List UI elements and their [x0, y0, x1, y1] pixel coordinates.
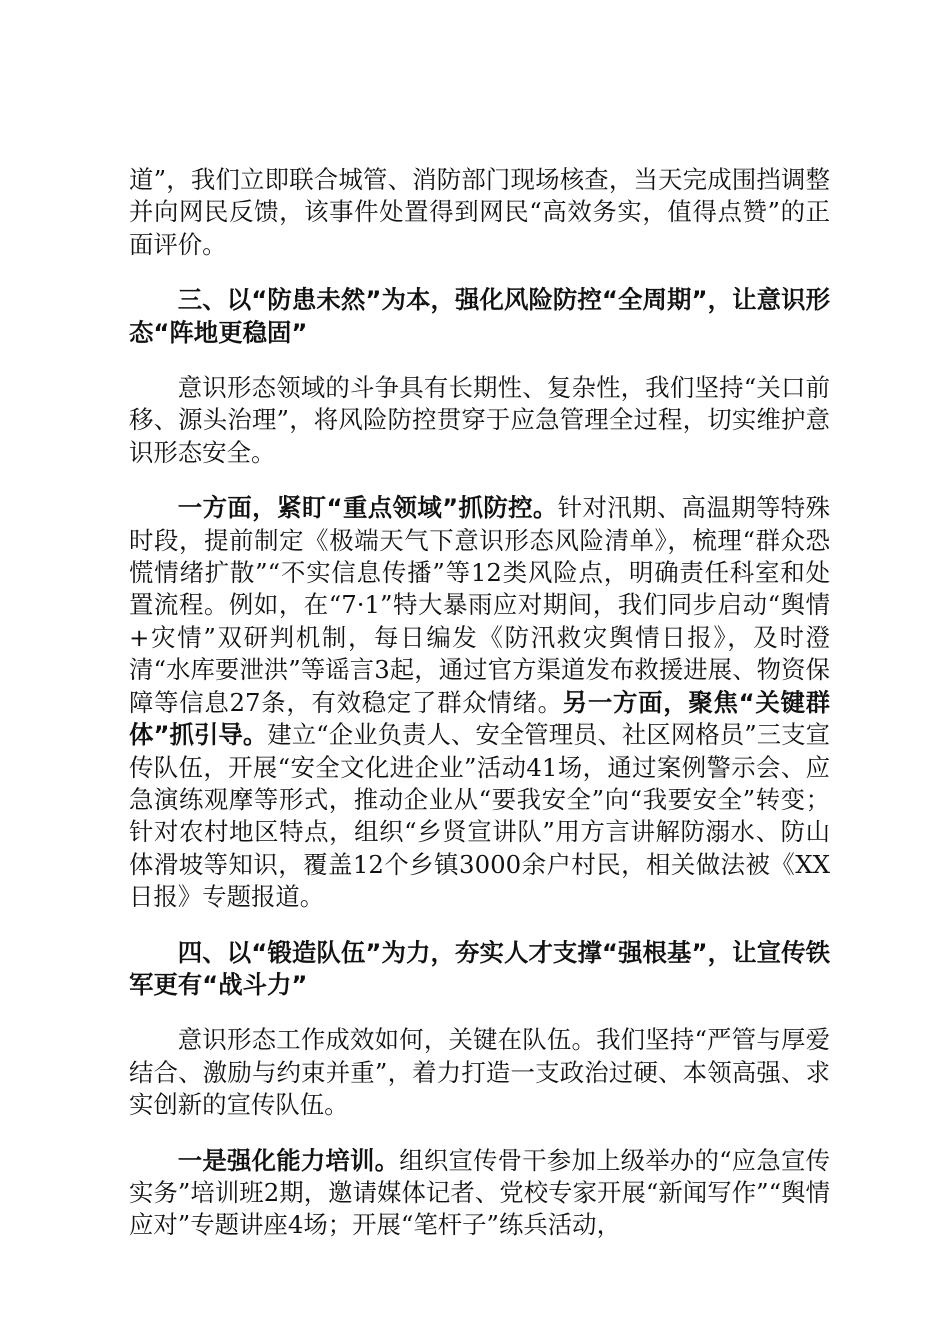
body-text-other-aspect: 建立“企业负责人、安全管理员、社区网格员”三支宣传队伍，开展“安全文化进企业”活动41场，通过案例警示会、应急演练观摩等形式，推动企业从“要我安全”向“我要安全”转变；针对农村地区特点，组织“乡贤宣讲队”用方言讲解防溺水、防山体滑坡等知识，覆盖12个乡镇3000余户村民，相关做法被《XX日报》专题报道。: [129, 720, 830, 912]
section-heading-four: 四、以“锻造队伍”为力，夯实人才支撑“强根基”，让宣传铁军更有“战斗力”: [129, 937, 830, 999]
paragraph-section-four-training: [129, 1145, 830, 1242]
paragraph-continuation: 道”，我们立即联合城管、消防部门现场核查，当天完成围挡调整并向网民反馈，该事件处置得到网民“高效务实，值得点赞”的正面评价。: [129, 165, 830, 259]
lead-phrase-one-aspect: 一方面，紧盯“重点领域”抓防控。: [177, 493, 558, 523]
paragraph-section-four-intro: 意识形态工作成效如何，关键在队伍。我们坚持“严管与厚爱结合、激励与约束并重”，着力打造一支政治过硬、本领高强、求实创新的宣传队伍。: [129, 1025, 830, 1120]
section-heading-three: 三、以“防患未然”为本，强化风险防控“全周期”，让意识形态“阵地更稳固”: [129, 285, 830, 347]
body-text-one-aspect: 针对汛期、高温期等特殊时段，提前制定《极端天气下意识形态风险清单》，梳理“群众恐慌情绪扩散”“不实信息传播”等12类风险点，明确责任科室和处置流程。例如，在“7·1”特大暴雨应对期间，我们同步启动“舆情+灾情”双研判机制，每日编发《防汛救灾舆情日报》，及时澄清“水库要泄洪”等谣言3起，通过官方渠道发布救援进展、物资保障等信息27条，有效稳定了群众情绪。: [129, 493, 830, 717]
document-page: [129, 164, 830, 1265]
lead-phrase-training: 一是强化能力培训。: [177, 1145, 400, 1175]
body-text-training: 组织宣传骨干参加上级举办的“应急宣传实务”培训班2期，邀请媒体记者、党校专家开展“新闻写作”“舆情应对”专题讲座4场；开展“笔杆子”练兵活动，: [129, 1145, 830, 1240]
lead-phrase-other-aspect: 另一方面，聚焦“关键群体”抓引导。: [129, 687, 830, 750]
paragraph-section-three-intro: 意识形态领域的斗争具有长期性、复杂性，我们坚持“关口前移、源头治理”，将风险防控贯穿于应急管理全过程，切实维护意识形态安全。: [129, 373, 830, 467]
paragraph-section-three-body: [129, 492, 830, 913]
